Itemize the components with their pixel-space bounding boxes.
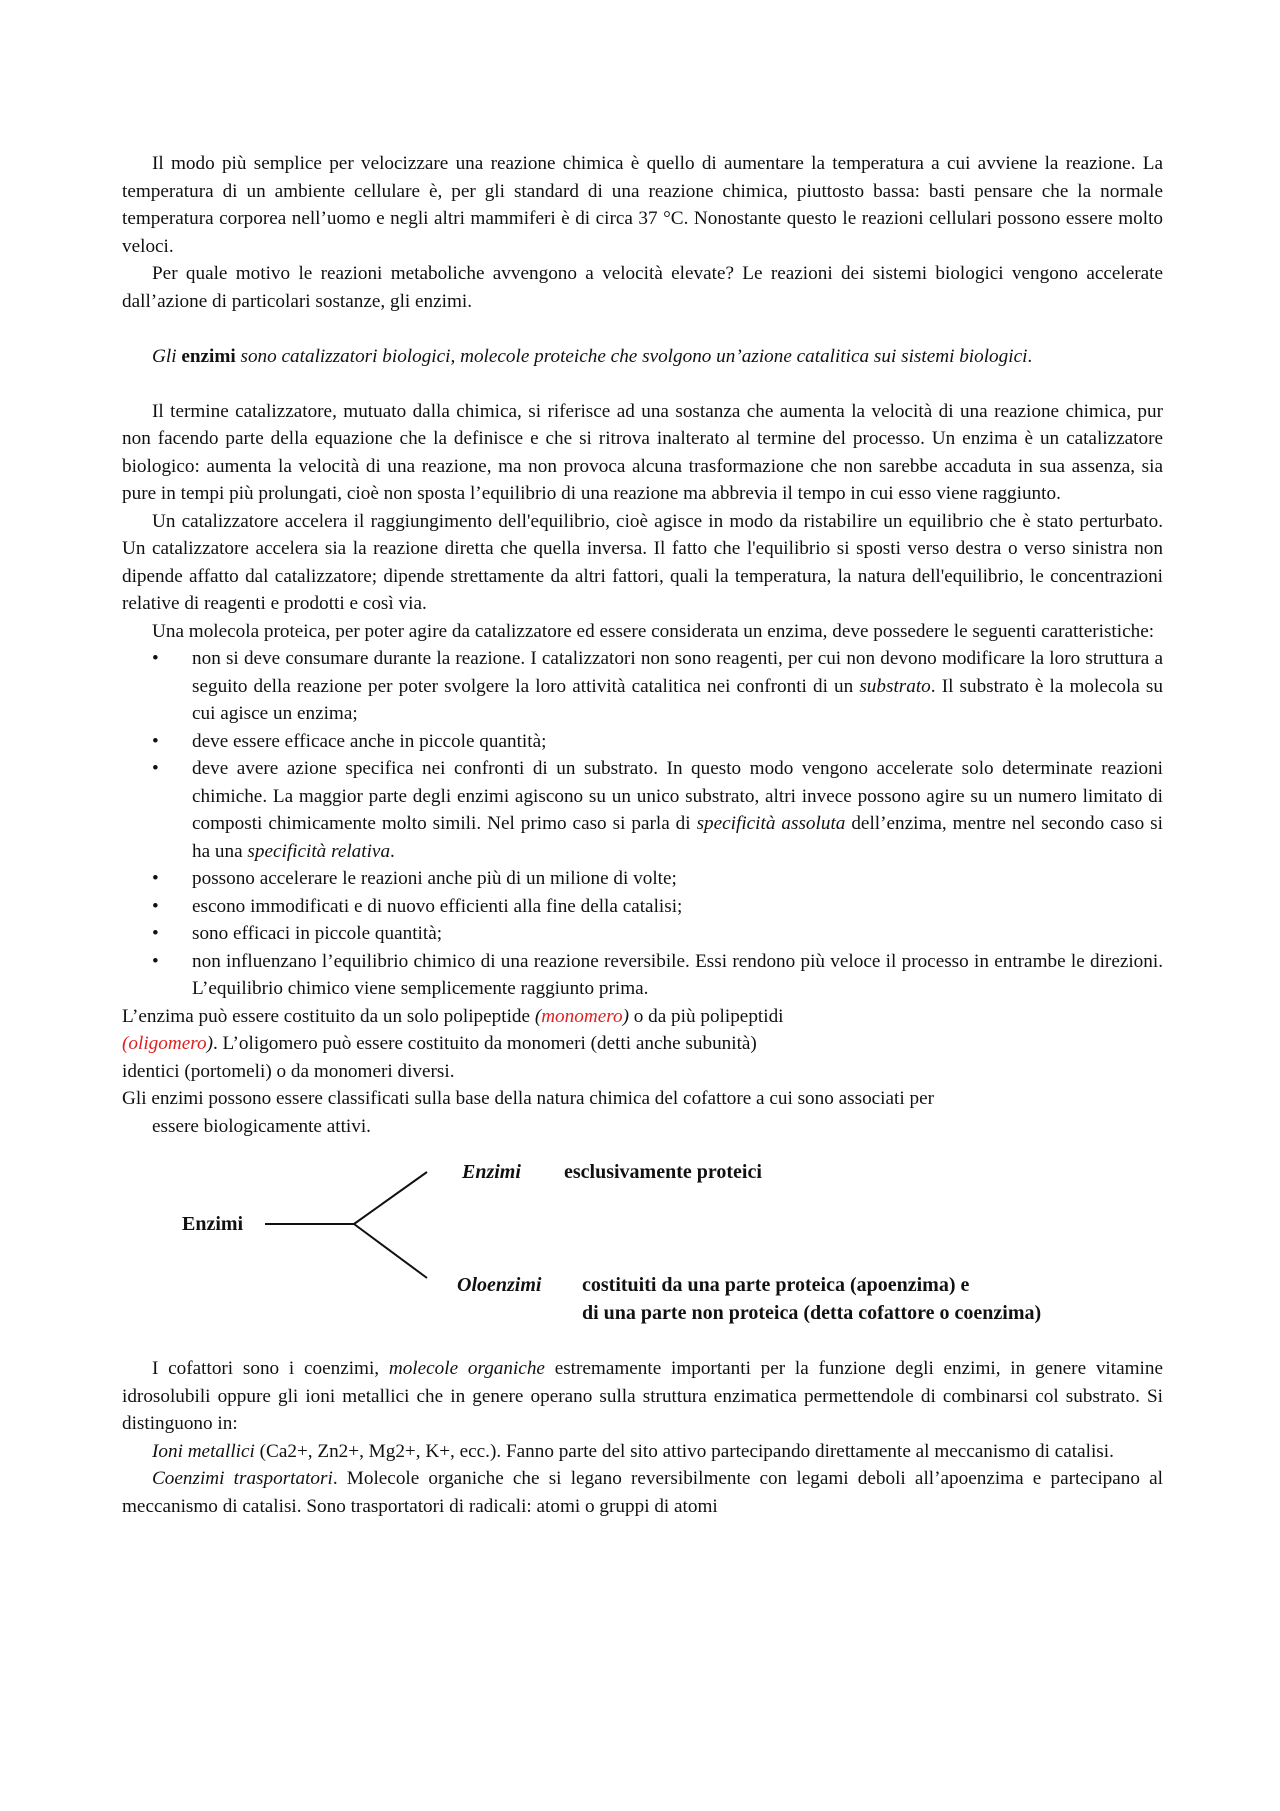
list-item: [122, 948, 1163, 1003]
structure-paren: (: [122, 1033, 129, 1054]
bullet-marker: •: [152, 758, 159, 779]
cofactors-paragraph-3: [122, 1465, 1163, 1520]
diagram-bottom-desc-1: costituiti da una parte proteica (apoenzima) e: [582, 1274, 970, 1296]
monomero-term: monomero: [541, 1005, 623, 1027]
list-item: [122, 755, 1163, 865]
intro-paragraph-2: Per quale motivo le reazioni metaboliche avvengono a velocità elevate? Le reazioni dei sistemi biologici vengono accelerate dall’azione di particolari sostanze, gli enzimi.: [122, 263, 1163, 312]
list-item-text: dell’enzima, mentre nel secondo caso si ha una: [192, 813, 1163, 862]
definition-term: enzimi: [181, 345, 236, 367]
structure-paren: ): [206, 1033, 213, 1054]
document-page: [122, 150, 1163, 1520]
list-item: [122, 645, 1163, 728]
definition-end: .: [1027, 345, 1033, 367]
cofactors-emphasis: Coenzimi trasportatori: [152, 1468, 333, 1489]
cofactors-text: estremamente importanti per la funzione degli enzimi, in genere vitamine idrosolubili oppure gli ioni metallici che in genere operano sulla struttura enzimatica permettendole di combinarsi col substrato. Si distinguono in:: [122, 1358, 1163, 1434]
definition-body: sono catalizzatori biologici, molecole proteiche che svolgono un’azione catalitica sui sistemi biologici: [235, 345, 1028, 367]
cofactors-text: . Molecole organiche che si legano reversibilmente con legami deboli all’apoenzima e partecipano al meccanismo di catalisi. Sono trasportatori di radicali: atomi o gruppi di atomi: [122, 1468, 1163, 1517]
list-item-text: possono accelerare le reazioni anche più di un milione di volte;: [192, 868, 677, 889]
list-item-emphasis: specificità assoluta: [696, 813, 846, 834]
enzyme-classification-diagram: [122, 1148, 1163, 1345]
structure-text: o da più polipeptidi: [628, 1005, 784, 1027]
catalyst-paragraph-1: Il termine catalizzatore, mutuato dalla chimica, si riferisce ad una sostanza che aumenta la velocità di una reazione chimica, pur non facendo parte della equazione che la definisce e che si ritrova inalterato al termine del processo. Un enzima è un catalizzatore biologico: aumenta la velocità di una reazione, ma non provoca alcuna trasformazione che non sarebbe accaduta in sua assenza, sia pure in tempi più prolungati, cioè non sposta l’equilibrio di una reazione ma abbrevia il tempo in cui esso viene raggiunto.: [122, 400, 1163, 504]
spacer: [122, 315, 1163, 343]
structure-paren: ): [622, 1005, 629, 1027]
enzyme-definition: [122, 343, 1163, 371]
list-item-text: deve essere efficace anche in piccole quantità;: [192, 730, 547, 752]
bullet-marker: •: [152, 648, 159, 669]
cofactors-text: I cofattori sono i coenzimi,: [152, 1358, 389, 1379]
cofactors-emphasis: molecole organiche: [388, 1358, 545, 1379]
catalyst-paragraph-2: Un catalizzatore accelera il raggiungimento dell'equilibrio, cioè agisce in modo da ristabilire un equilibrio che è stato perturbato. Un catalizzatore accelera sia la reazione diretta che quella inversa. Il fatto che l'equilibrio si sposti verso destra o verso sinistra non dipende affatto dal catalizzatore; dipende strettamente da altri fattori, quali la temperatura, la natura dell'equilibrio, le concentrazioni relative di reagenti e prodotti e così via.: [122, 510, 1163, 614]
structure-line-2: [122, 1030, 1163, 1058]
diagram-root: Enzimi: [182, 1213, 244, 1235]
list-item: [122, 920, 1163, 948]
definition-pre: Gli: [152, 345, 182, 367]
cofactors-paragraph-1: [122, 1355, 1163, 1438]
oligomero-term: oligomero: [128, 1033, 207, 1054]
list-item: [122, 893, 1163, 921]
cofactors-emphasis: Ioni metallici: [152, 1440, 255, 1462]
bullet-marker: •: [152, 950, 159, 972]
bullet-marker: •: [152, 895, 159, 917]
list-item: [122, 728, 1163, 756]
structure-line-3: identici (portomeli) o da monomeri diversi.: [122, 1060, 455, 1082]
diagram-bottom-label: Oloenzimi: [457, 1274, 542, 1296]
bullet-marker: •: [152, 868, 159, 889]
structure-line-1: [122, 1003, 1163, 1031]
list-item-text: escono immodificati e di nuovo efficienti alla fine della catalisi;: [192, 895, 683, 917]
cofactors-text: (Ca2+, Zn2+, Mg2+, K+, ecc.). Fanno parte del sito attivo partecipando direttamente al meccanismo di catalisi.: [254, 1440, 1114, 1462]
classification-intro: Gli enzimi possono essere classificati sulla base della natura chimica del cofattore a cui sono associati per essere biologicamente attivi.: [122, 1088, 934, 1137]
spacer: [122, 370, 1163, 398]
diagram-top-desc: esclusivamente proteici: [564, 1161, 762, 1183]
diagram-bottom-desc-2: di una parte non proteica (detta cofattore o coenzima): [582, 1302, 1042, 1324]
list-item-text: . Il substrato è la molecola su cui agisce un enzima;: [192, 675, 1163, 724]
intro-paragraph-1: Il modo più semplice per velocizzare una reazione chimica è quello di aumentare la temperatura a cui avviene la reazione. La temperatura di un ambiente cellulare è, per gli standard di una reazione chimica, piuttosto bassa: basti pensare che la normale temperatura corporea nell’uomo e negli altri mammiferi è di circa 37 °C. Nonostante questo le reazioni cellulari possono essere molto veloci.: [122, 153, 1163, 257]
list-item-text: .: [390, 840, 395, 862]
list-item-text: non si deve consumare durante la reazione. I catalizzatori non sono reagenti, per cui non devono modificare la loro struttura a seguito della reazione per poter svolgere la loro attività catalitica nei confronti di un: [192, 648, 1163, 697]
list-item-text: sono efficaci in piccole quantità;: [192, 923, 443, 944]
structure-text: . L’oligomero può essere costituito da monomeri (detti anche subunità): [212, 1033, 757, 1054]
structure-paren: (: [534, 1005, 542, 1027]
list-item-emphasis: specificità relativa: [247, 840, 391, 862]
list-item: [122, 865, 1163, 893]
bullet-marker: •: [152, 730, 159, 752]
catalyst-paragraph-3: Una molecola proteica, per poter agire da catalizzatore ed essere considerata un enzima, deve possedere le seguenti caratteristiche:: [152, 620, 1155, 642]
list-item-text: non influenzano l’equilibrio chimico di una reazione reversibile. Essi rendono più veloce il processo in entrambe le direzioni. L’equilibrio chimico viene semplicemente raggiunto prima.: [192, 950, 1163, 999]
list-item-emphasis: substrato: [859, 675, 931, 697]
structure-text: L’enzima può essere costituito da un solo polipeptide: [122, 1005, 535, 1027]
list-item-text: deve avere azione specifica nei confronti di un substrato. In questo modo vengono accelerate solo determinate reazioni chimiche. La maggior parte degli enzimi agiscono su un unico substrato, altri invece possono agire su un numero limitato di composti chimicamente molto simili. Nel primo caso si parla di: [192, 758, 1163, 834]
bullet-marker: •: [152, 923, 159, 944]
diagram-top-label: Enzimi: [462, 1161, 521, 1183]
characteristics-list: [122, 645, 1163, 1003]
cofactors-paragraph-2: [122, 1438, 1163, 1466]
